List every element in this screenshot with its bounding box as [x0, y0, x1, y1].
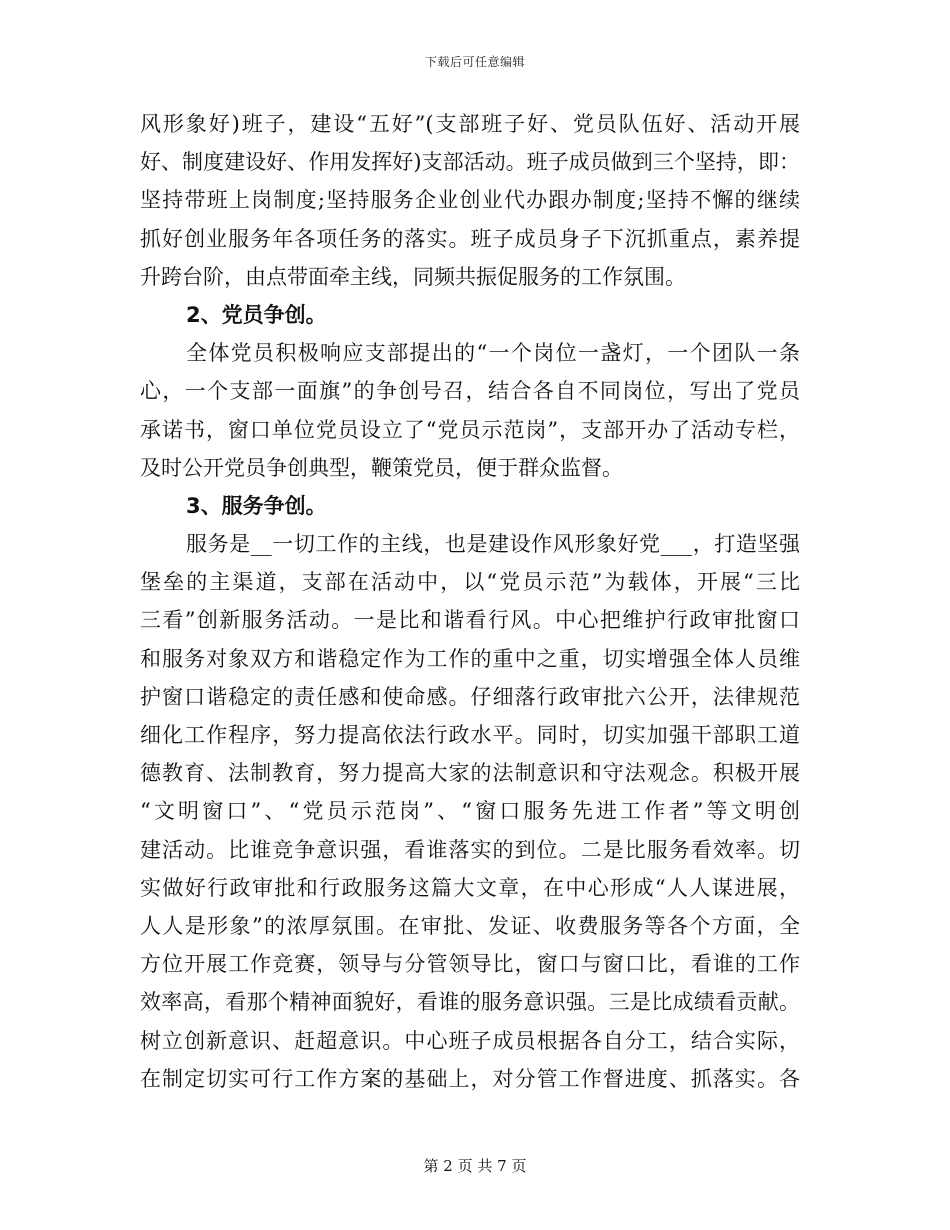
body-line: 及时公开党员争创典型，鞭策党员，便于群众监督。	[140, 455, 623, 480]
body-line: 好、制度建设好、作用发挥好)支部活动。班子成员做到三个坚持，即：	[140, 150, 800, 175]
document-body	[140, 105, 800, 1098]
body-line: 建活动。比谁竞争意识强，看谁落实的到位。二是比服务看效率。切	[140, 837, 800, 862]
page-header-note: 下载后可任意编辑	[424, 55, 525, 69]
body-line: 效率高，看那个精神面貌好，看谁的服务意识强。三是比成绩看贡献。	[140, 990, 800, 1015]
body-line: 抓好创业服务年各项任务的落实。班子成员身子下沉抓重点，素养提	[140, 226, 800, 251]
section-heading: 3、服务争创。	[186, 493, 327, 518]
body-line: 和服务对象双方和谐稳定作为工作的重中之重，切实增强全体人员维	[140, 646, 800, 671]
body-line: 在制定切实可行工作方案的基础上，对分管工作督进度、抓落实。各	[140, 1066, 800, 1091]
body-line: 方位开展工作竞赛，领导与分管领导比，窗口与窗口比，看谁的工作	[140, 952, 800, 977]
body-line: 细化工作程序，努力提高依法行政水平。同时，切实加强干部职工道	[140, 723, 800, 747]
page-number: 第 2 页 共 7 页	[423, 1157, 527, 1175]
body-line: 德教育、法制教育，努力提高大家的法制意识和守法观念。积极开展	[140, 761, 800, 786]
body-line: 风形象好)班子，建设“五好”(支部班子好、党员队伍好、活动开展	[140, 112, 800, 136]
section-heading: 2、党员争创。	[186, 302, 327, 327]
body-line: 承诺书，窗口单位党员设立了“党员示范岗”，支部开办了活动专栏，	[140, 417, 800, 442]
body-line: 服务是__一切工作的主线，也是建设作风形象好党___，打造坚强	[186, 532, 800, 557]
body-line: 树立创新意识、赶超意识。中心班子成员根据各自分工，结合实际，	[140, 1028, 800, 1053]
body-line: “文明窗口”、“党员示范岗”、“窗口服务先进工作者”等文明创	[140, 799, 800, 824]
body-line: 人人是形象”的浓厚氛围。在审批、发证、收费服务等各个方面，全	[140, 913, 800, 938]
body-line: 全体党员积极响应支部提出的“一个岗位一盏灯，一个团队一条	[186, 341, 800, 366]
body-line: 心，一个支部一面旗”的争创号召，结合各自不同岗位，写出了党员	[140, 379, 800, 404]
body-line: 护窗口谐稳定的责任感和使命感。仔细落行政审批六公开，法律规范	[140, 684, 800, 709]
body-line: 堡垒的主渠道，支部在活动中，以“党员示范”为载体，开展“三比	[140, 570, 800, 595]
body-line: 升跨台阶，由点带面牵主线，同频共振促服务的工作氛围。	[140, 264, 686, 289]
body-line: 三看”创新服务活动。一是比和谐看行风。中心把维护行政审批窗口	[140, 608, 800, 633]
body-line: 实做好行政审批和行政服务这篇大文章，在中心形成“人人谋进展，	[140, 875, 800, 900]
body-line: 坚持带班上岗制度;坚持服务企业创业代办跟办制度;坚持不懈的继续	[140, 188, 800, 213]
